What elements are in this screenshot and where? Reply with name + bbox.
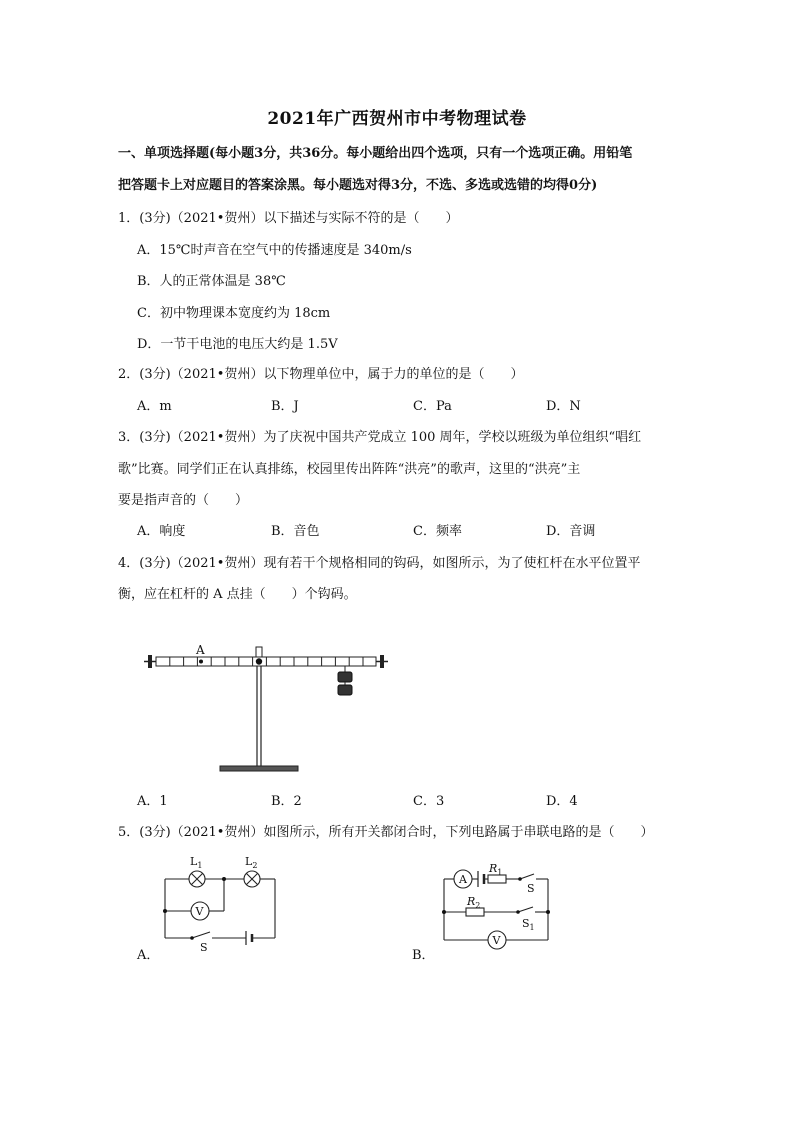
question-4-options [137,790,697,810]
question-3-options [137,520,697,540]
circuit-a-l1-subscript: 1 [197,861,203,870]
circuit-b-voltmeter-label: V [492,934,501,947]
circuit-b-figure [436,862,556,954]
svg-text:R2 [466,895,480,910]
svg-text:L1 [190,855,202,870]
circuit-b-r1-label: R [489,862,498,875]
question-4-option-a: A．1 [137,794,168,809]
question-1-option-b: B．人的正常体温是 38℃ [137,274,286,289]
circuit-a-l2-subscript: 2 [252,861,258,870]
question-2-option-b: B．J [271,399,299,414]
section-instructions-line1: 一、单项选择题(每小题3分，共36分。每小题给出四个选项，只有一个选项正确。用铅笔 [118,146,633,161]
question-3-stem-line3: 要是指声音的（ ） [118,493,249,508]
question-3-option-a: A．响度 [137,524,186,539]
question-3-stem-line2: 歌”比赛。同学们正在认真排练，校园里传出阵阵“洪亮”的歌声，这里的“洪亮”主 [118,462,581,477]
circuit-b-r2-subscript: 2 [475,901,481,910]
page-title: 2021年广西贺州市中考物理试卷 [267,109,527,129]
question-2-option-a: A．m [137,399,172,414]
circuit-b-s-label: S [527,882,535,895]
question-4-option-c: C．3 [413,794,445,809]
circuit-a-figure [160,852,280,952]
circuit-a-voltmeter-label: V [195,905,204,918]
question-4-stem-line1: 4．(3分)（2021•贺州）现有若干个规格相同的钩码，如图所示，为了使杠杆在水平位置平 [118,556,641,571]
question-2-option-c: C．Pa [413,399,452,414]
question-2-option-d: D．N [546,399,581,414]
circuit-b-r2-label: R [467,895,476,908]
circuit-b-ammeter-label: A [459,873,467,886]
question-1-option-d: D．一节干电池的电压大约是 1.5V [137,337,338,352]
question-3-option-d: D．音调 [546,524,596,539]
question-5-option-b: B． [412,948,435,963]
lever-point-a-label: A [196,643,205,657]
question-2-options [137,395,697,415]
circuit-a-l1-label: L [190,855,198,868]
question-4-option-d: D．4 [546,794,578,809]
circuit-a-switch-label: S [200,941,208,952]
question-3-option-b: B．音色 [271,524,320,539]
question-4-option-b: B．2 [271,794,302,809]
question-3-option-c: C．频率 [413,524,462,539]
question-2-stem: 2．(3分)（2021•贺州）以下物理单位中，属于力的单位的是（ ） [118,367,524,382]
question-4-stem-line2: 衡，应在杠杆的 A 点挂（ ）个钩码。 [118,587,357,602]
question-1-stem: 1．(3分)（2021•贺州）以下描述与实际不符的是（ ） [118,211,459,226]
svg-text:L2 [245,855,257,870]
svg-text:R1 [488,862,502,877]
svg-text:S1 [522,917,535,932]
circuit-a-l2-label: L [245,855,253,868]
question-1-option-a: A．15℃时声音在空气中的传播速度是 340m/s [137,243,412,258]
lever-figure [140,640,390,780]
circuit-b-r1-subscript: 1 [497,868,503,877]
question-1-option-c: C．初中物理课本宽度约为 18cm [137,306,331,321]
question-5-option-a: A． [137,948,160,963]
circuit-b-s1-label: S [522,917,530,930]
section-instructions-line2: 把答题卡上对应题目的答案涂黑。每小题选对得3分，不选、多选或选错的均得0分) [118,178,598,193]
circuit-b-s1-subscript: 1 [529,923,535,932]
question-3-stem-line1: 3．(3分)（2021•贺州）为了庆祝中国共产党成立 100 周年，学校以班级为单位组织“唱红 [118,430,642,445]
question-5-stem: 5．(3分)（2021•贺州）如图所示，所有开关都闭合时，下列电路属于串联电路的是（ ） [118,825,654,840]
